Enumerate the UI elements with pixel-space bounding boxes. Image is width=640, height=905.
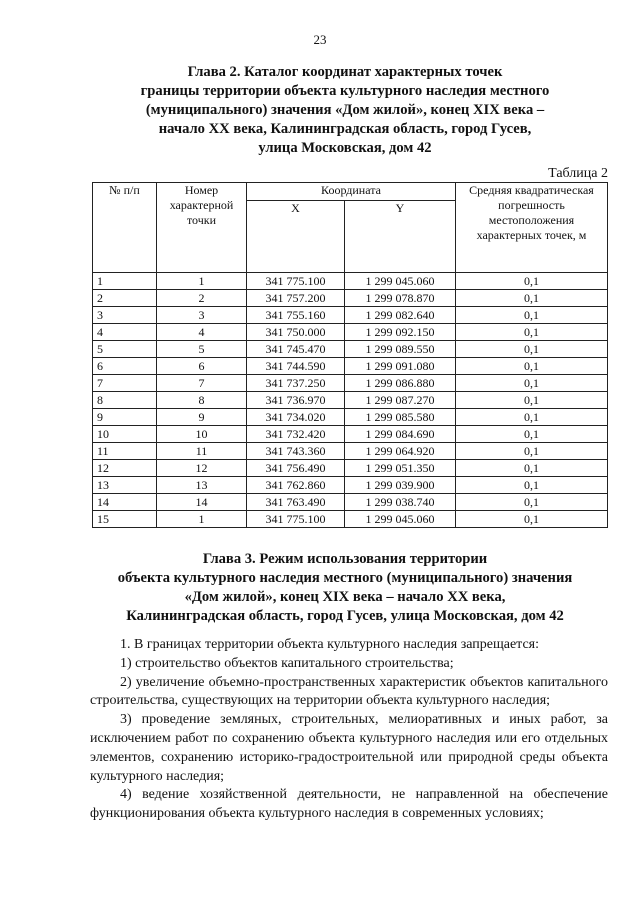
cell-row-number: 13 [93, 477, 157, 494]
cell-row-number: 12 [93, 460, 157, 477]
cell-row-number: 2 [93, 290, 157, 307]
header-mean-error: Средняя квадратическая погрешность местоположения характерных точек, м [456, 183, 608, 273]
cell-point-number: 7 [157, 375, 247, 392]
cell-row-number: 7 [93, 375, 157, 392]
cell-row-number: 8 [93, 392, 157, 409]
cell-x: 341 743.360 [247, 443, 345, 460]
cell-row-number: 4 [93, 324, 157, 341]
cell-y: 1 299 085.580 [345, 409, 456, 426]
cell-error: 0,1 [456, 375, 608, 392]
cell-point-number: 5 [157, 341, 247, 358]
cell-x: 341 745.470 [247, 341, 345, 358]
paragraph: 2) увеличение объемно-пространственных характеристик объектов капитального строительства, существующих на территории объекта культурного наследия; [90, 674, 608, 709]
cell-y: 1 299 045.060 [345, 273, 456, 290]
table-row [93, 273, 608, 290]
heading-line: (муниципального) значения «Дом жилой», конец XIX века – [145, 102, 545, 118]
paragraph: 4) ведение хозяйственной деятельности, не направленной на обеспечение функционирования объекта культурного наследия в современных условиях; [90, 787, 608, 822]
paragraph: 1) строительство объектов капитального строительства; [120, 655, 454, 671]
cell-error: 0,1 [456, 426, 608, 443]
table-row [93, 477, 608, 494]
table-row [93, 460, 608, 477]
cell-row-number: 1 [93, 273, 157, 290]
cell-x: 341 775.100 [247, 511, 345, 528]
table-row [93, 324, 608, 341]
cell-y: 1 299 039.900 [345, 477, 456, 494]
table-row [93, 358, 608, 375]
heading-line: улица Московская, дом 42 [258, 140, 432, 156]
heading-line: объекта культурного наследия местного (муниципального) значения [117, 570, 573, 586]
cell-point-number: 11 [157, 443, 247, 460]
cell-point-number: 8 [157, 392, 247, 409]
cell-y: 1 299 038.740 [345, 494, 456, 511]
cell-x: 341 744.590 [247, 358, 345, 375]
header-x: X [247, 201, 345, 273]
cell-y: 1 299 086.880 [345, 375, 456, 392]
table-row [93, 511, 608, 528]
cell-x: 341 755.160 [247, 307, 345, 324]
cell-point-number: 6 [157, 358, 247, 375]
cell-point-number: 9 [157, 409, 247, 426]
cell-y: 1 299 078.870 [345, 290, 456, 307]
cell-y: 1 299 045.060 [345, 511, 456, 528]
cell-error: 0,1 [456, 341, 608, 358]
table-row [93, 392, 608, 409]
cell-error: 0,1 [456, 443, 608, 460]
cell-x: 341 750.000 [247, 324, 345, 341]
cell-x: 341 763.490 [247, 494, 345, 511]
cell-y: 1 299 082.640 [345, 307, 456, 324]
table-row [93, 443, 608, 460]
cell-error: 0,1 [456, 477, 608, 494]
cell-x: 341 732.420 [247, 426, 345, 443]
cell-y: 1 299 092.150 [345, 324, 456, 341]
heading-line: Глава 3. Режим использования территории [202, 551, 488, 567]
header-coordinate: Координата [247, 183, 456, 201]
cell-row-number: 9 [93, 409, 157, 426]
cell-error: 0,1 [456, 273, 608, 290]
cell-x: 341 734.020 [247, 409, 345, 426]
cell-x: 341 762.860 [247, 477, 345, 494]
cell-x: 341 775.100 [247, 273, 345, 290]
chapter-2-heading [60, 63, 630, 158]
heading-line: Глава 2. Каталог координат характерных точек [187, 64, 503, 80]
cell-error: 0,1 [456, 358, 608, 375]
cell-y: 1 299 051.350 [345, 460, 456, 477]
cell-error: 0,1 [456, 511, 608, 528]
cell-row-number: 6 [93, 358, 157, 375]
cell-point-number: 1 [157, 511, 247, 528]
cell-row-number: 15 [93, 511, 157, 528]
table-row [93, 290, 608, 307]
cell-row-number: 10 [93, 426, 157, 443]
chapter-3-body [90, 636, 608, 824]
header-point-number: Номер характерной точки [157, 183, 247, 273]
cell-point-number: 10 [157, 426, 247, 443]
cell-row-number: 11 [93, 443, 157, 460]
cell-error: 0,1 [456, 494, 608, 511]
chapter-3-heading [60, 550, 630, 626]
cell-error: 0,1 [456, 290, 608, 307]
heading-line: начало XX века, Калининградская область, город Гусев, [158, 121, 532, 137]
table-row [93, 341, 608, 358]
cell-x: 341 756.490 [247, 460, 345, 477]
cell-point-number: 13 [157, 477, 247, 494]
cell-row-number: 3 [93, 307, 157, 324]
table-row [93, 494, 608, 511]
cell-point-number: 1 [157, 273, 247, 290]
paragraph: 3) проведение земляных, строительных, мелиоративных и иных работ, за исключением работ по сохранению объекта культурного наследия или его отдельных элементов, сохранению историко-градостроительной или природной среды объекта культурного наследия; [90, 712, 608, 784]
heading-line: Калининградская область, город Гусев, улица Московская, дом 42 [126, 608, 564, 624]
header-number: № п/п [93, 183, 157, 273]
cell-point-number: 2 [157, 290, 247, 307]
cell-error: 0,1 [456, 409, 608, 426]
table-row [93, 375, 608, 392]
cell-y: 1 299 089.550 [345, 341, 456, 358]
cell-x: 341 736.970 [247, 392, 345, 409]
table-row [93, 409, 608, 426]
paragraph: 1. В границах территории объекта культурного наследия запрещается: [120, 637, 540, 652]
cell-error: 0,1 [456, 307, 608, 324]
cell-x: 341 757.200 [247, 290, 345, 307]
cell-y: 1 299 087.270 [345, 392, 456, 409]
table-row [93, 307, 608, 324]
cell-row-number: 5 [93, 341, 157, 358]
table-caption: Таблица 2 [548, 166, 608, 181]
cell-error: 0,1 [456, 460, 608, 477]
cell-row-number: 14 [93, 494, 157, 511]
cell-y: 1 299 084.690 [345, 426, 456, 443]
header-y: Y [345, 201, 456, 273]
cell-error: 0,1 [456, 324, 608, 341]
cell-point-number: 4 [157, 324, 247, 341]
cell-point-number: 12 [157, 460, 247, 477]
coordinates-table-body [93, 273, 608, 528]
cell-y: 1 299 064.920 [345, 443, 456, 460]
coordinates-table [92, 182, 608, 528]
cell-point-number: 14 [157, 494, 247, 511]
heading-line: «Дом жилой», конец XIX века – начало XX века, [184, 589, 506, 605]
cell-x: 341 737.250 [247, 375, 345, 392]
heading-line: границы территории объекта культурного наследия местного [140, 83, 550, 99]
cell-error: 0,1 [456, 392, 608, 409]
cell-y: 1 299 091.080 [345, 358, 456, 375]
table-row [93, 426, 608, 443]
page-number: 23 [313, 32, 327, 47]
cell-point-number: 3 [157, 307, 247, 324]
